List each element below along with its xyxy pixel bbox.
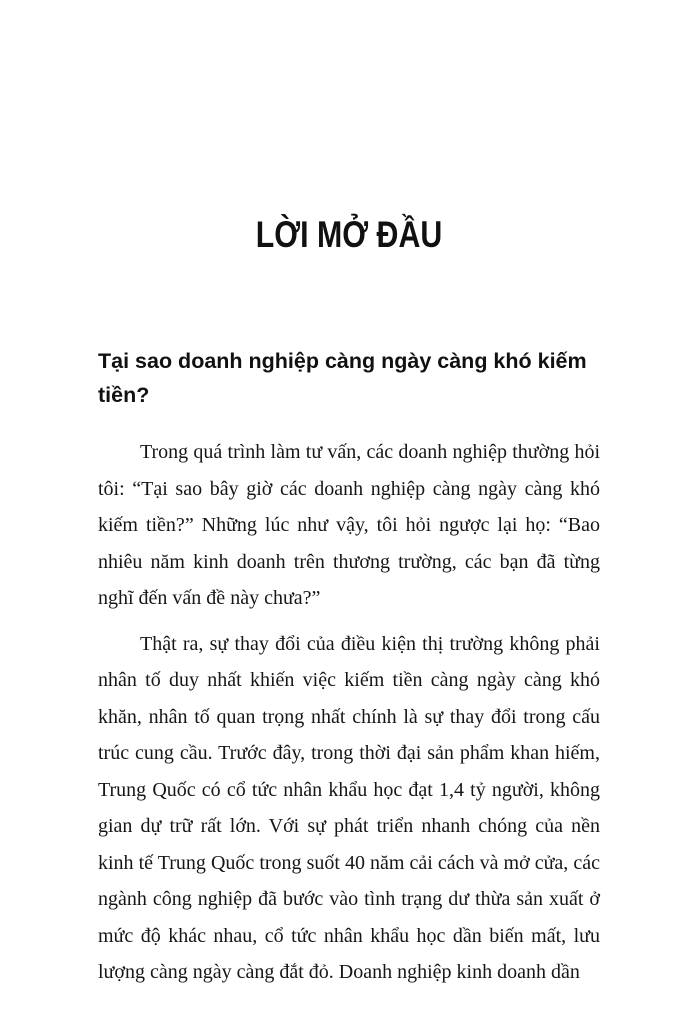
chapter-title: LỜI MỞ ĐẦU [255,214,443,255]
body-copy [98,434,600,991]
paragraph: Thật ra, sự thay đổi của điều kiện thị trường không phải nhân tố duy nhất khiến việc kiếm tiền càng ngày càng khó khăn, nhân tố quan trọng nhất chính là sự thay đổi trong cấu trúc cung cầu. Trước đây, trong thời đại sản phẩm khan hiếm, Trung Quốc có cổ tức nhân khẩu học đạt 1,4 tỷ người, không gian dự trữ rất lớn. Với sự phát triển nhanh chóng của nền kinh tế Trung Quốc trong suốt 40 năm cải cách và mở cửa, các ngành công nghiệp đã bước vào tình trạng dư thừa sản xuất ở mức độ khác nhau, cổ tức nhân khẩu học dần biến mất, lưu lượng càng ngày càng đắt đỏ. Doanh nghiệp kinh doanh dần [98,632,600,983]
section-heading: Tại sao doanh nghiệp càng ngày càng khó kiếm tiền? [98,349,587,407]
text-block [98,0,600,1000]
paragraph: Trong quá trình làm tư vấn, các doanh nghiệp thường hỏi tôi: “Tại sao bây giờ các doanh nghiệp càng ngày càng khó kiếm tiền?” Những lúc như vậy, tôi hỏi ngược lại họ: “Bao nhiêu năm kinh doanh trên thương trường, các bạn đã từng nghĩ đến vấn đề này chưa?” [98,441,600,609]
